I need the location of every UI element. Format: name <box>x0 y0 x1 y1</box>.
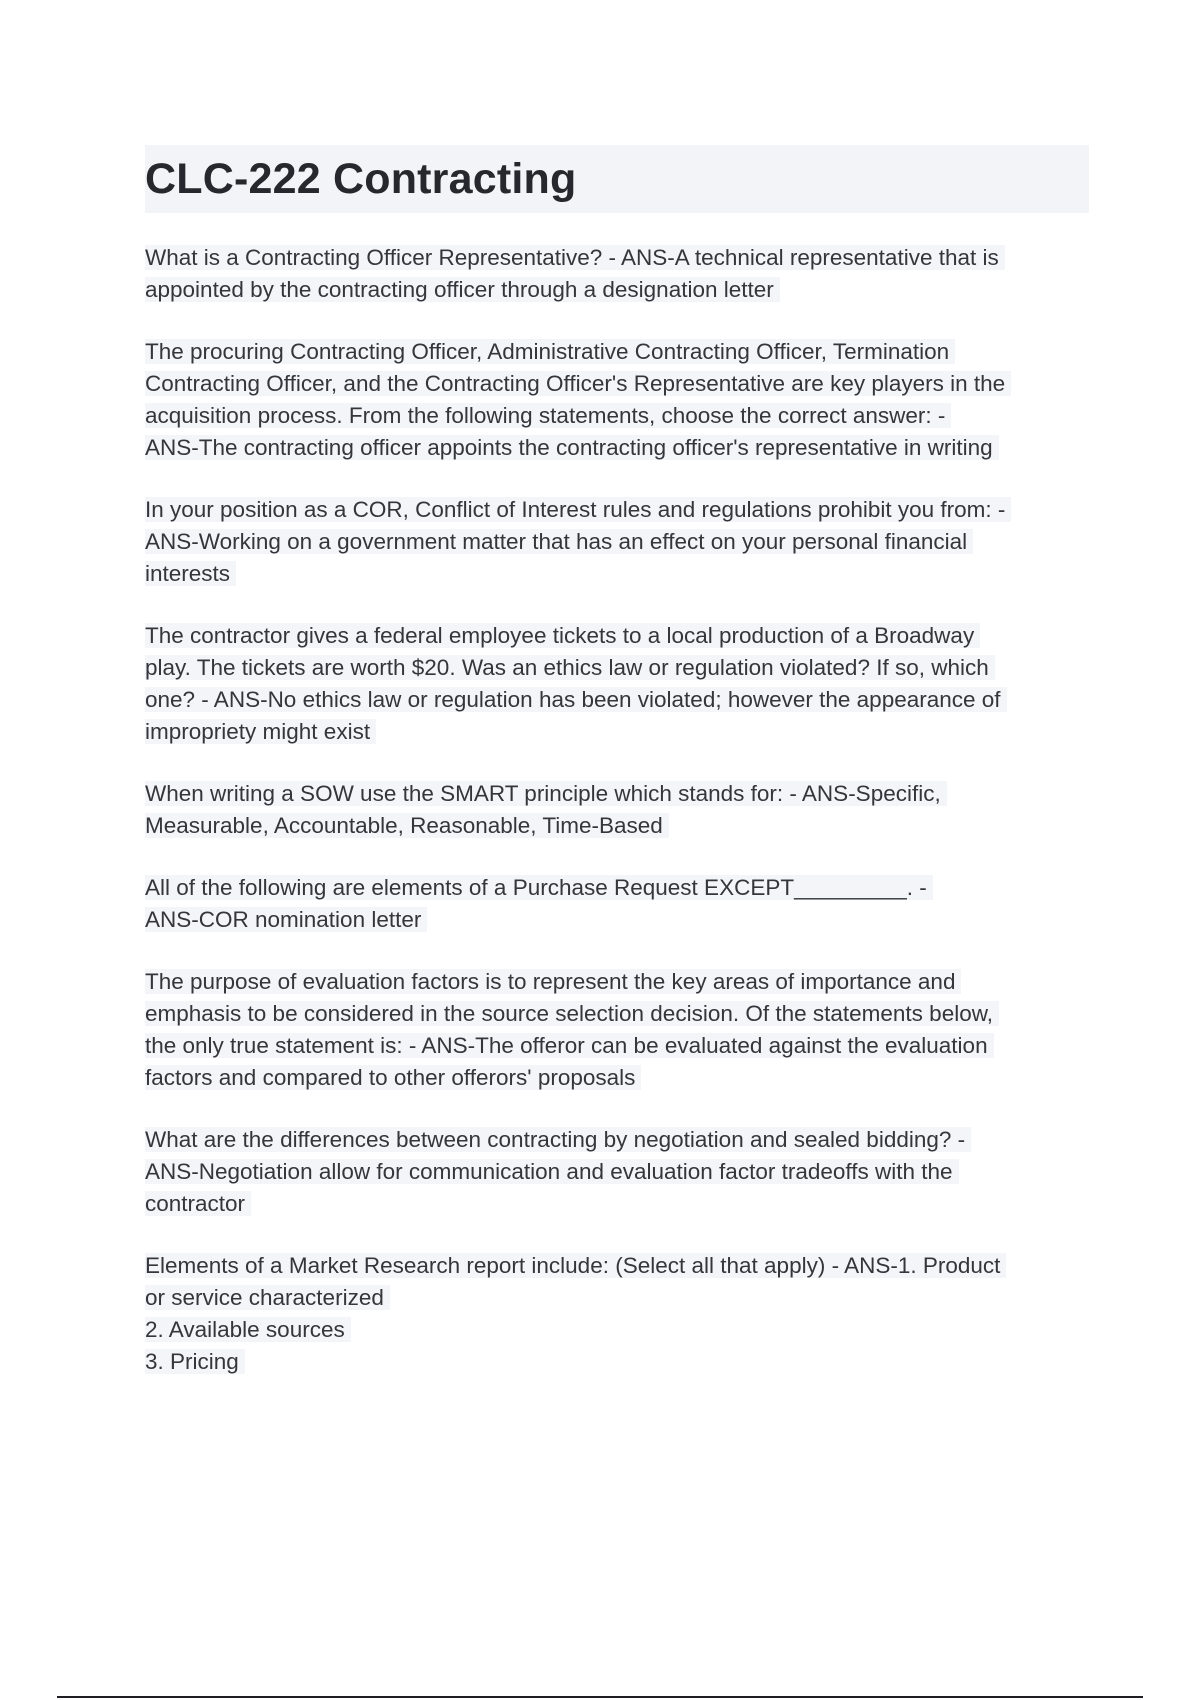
qa-entry <box>145 1250 1095 1378</box>
qa-entry <box>145 1124 1095 1220</box>
qa-line: impropriety might exist <box>145 719 376 744</box>
qa-line: The contractor gives a federal employee tickets to a local production of a Broadway <box>145 623 980 648</box>
qa-line: In your position as a COR, Conflict of Interest rules and regulations prohibit you from: - <box>145 497 1011 522</box>
qa-line: appointed by the contracting officer through a designation letter <box>145 277 780 302</box>
qa-line: All of the following are elements of a Purchase Request EXCEPT_________. - <box>145 875 933 900</box>
qa-entry <box>145 336 1095 464</box>
qa-line: or service characterized <box>145 1285 390 1310</box>
qa-entry <box>145 242 1095 306</box>
page-title: CLC-222 Contracting <box>145 155 577 203</box>
qa-line: ANS-Working on a government matter that has an effect on your personal financial <box>145 529 973 554</box>
qa-line: Contracting Officer, and the Contracting Officer's Representative are key players in the <box>145 371 1011 396</box>
qa-line: 3. Pricing <box>145 1349 245 1374</box>
qa-line: What are the differences between contracting by negotiation and sealed bidding? - <box>145 1127 971 1152</box>
qa-list <box>145 242 1095 1408</box>
qa-entry <box>145 778 1095 842</box>
qa-line: Elements of a Market Research report include: (Select all that apply) - ANS-1. Product <box>145 1253 1006 1278</box>
qa-entry <box>145 494 1095 590</box>
qa-line: Measurable, Accountable, Reasonable, Time-Based <box>145 813 669 838</box>
qa-entry <box>145 872 1095 936</box>
qa-line: The procuring Contracting Officer, Administrative Contracting Officer, Termination <box>145 339 955 364</box>
qa-line: acquisition process. From the following statements, choose the correct answer: - <box>145 403 951 428</box>
qa-line: the only true statement is: - ANS-The offeror can be evaluated against the evaluation <box>145 1033 994 1058</box>
qa-entry <box>145 620 1095 748</box>
qa-line: ANS-COR nomination letter <box>145 907 427 932</box>
qa-line: emphasis to be considered in the source selection decision. Of the statements below, <box>145 1001 999 1026</box>
qa-line: What is a Contracting Officer Representative? - ANS-A technical representative that is <box>145 245 1005 270</box>
qa-line: play. The tickets are worth $20. Was an ethics law or regulation violated? If so, which <box>145 655 995 680</box>
qa-line: When writing a SOW use the SMART principle which stands for: - ANS-Specific, <box>145 781 947 806</box>
qa-line: one? - ANS-No ethics law or regulation has been violated; however the appearance of <box>145 687 1007 712</box>
qa-line: contractor <box>145 1191 251 1216</box>
qa-line: interests <box>145 561 236 586</box>
qa-line: ANS-Negotiation allow for communication and evaluation factor tradeoffs with the <box>145 1159 959 1184</box>
qa-line: ANS-The contracting officer appoints the contracting officer's representative in writing <box>145 435 999 460</box>
qa-line: The purpose of evaluation factors is to represent the key areas of importance and <box>145 969 961 994</box>
qa-line: 2. Available sources <box>145 1317 351 1342</box>
qa-entry <box>145 966 1095 1094</box>
footer-divider <box>57 1696 1143 1698</box>
qa-line: factors and compared to other offerors' proposals <box>145 1065 641 1090</box>
